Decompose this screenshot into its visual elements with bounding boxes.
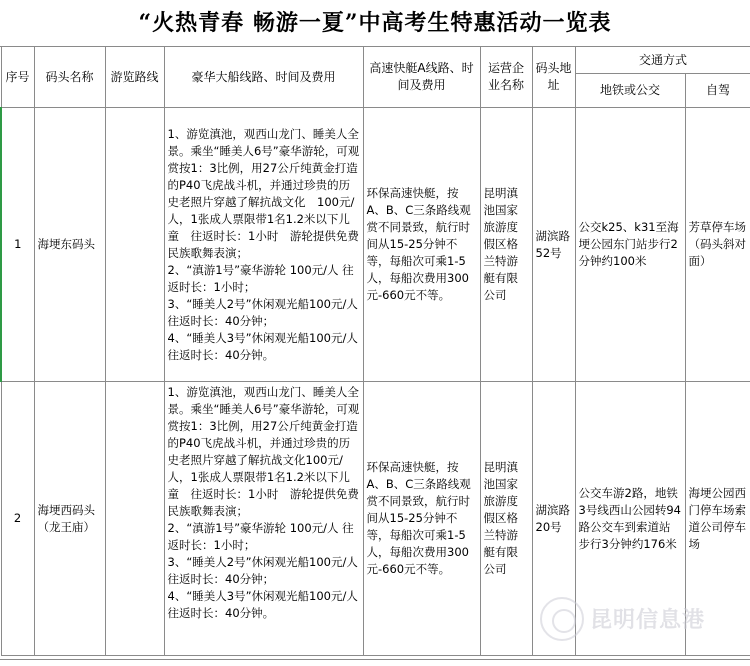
cell-address[interactable]: 湖滨路20号 <box>532 382 575 656</box>
cell-speedboat[interactable]: 环保高速快艇，按A、B、C三条路线观赏不同景致，航行时间从15-25分钟不等，每船次可乘1-5人，每船次费用300元-660元不等。 <box>363 108 480 382</box>
cell-cruise[interactable]: 1、游览滇池，观西山龙门、睡美人全景。乘坐“睡美人6号”豪华游轮，可观赏按1：3比例，用27公斤纯黄金打造的P40飞虎战斗机，并通过珍贵的历史老照片穿越了解抗战文化100元/人，1张成人票限带1名1.2米以下儿童 往返时长：1小时 游轮提供免费民族歌舞表演； 2、“滇游1号”豪华游轮 100元/人 往返时长：1小时； 3、“睡美人2号”休闲观光船100元/人 往返时长：40分钟； 4、“睡美人3号”休闲观光船100元/人 往返时长：40分钟。 <box>164 382 363 656</box>
cell-pier[interactable]: 海埂东码头 <box>34 108 105 382</box>
header-address[interactable]: 码头地址 <box>532 47 575 108</box>
table-title: “火热青春 畅游一夏”中高考生特惠活动一览表 <box>0 0 750 47</box>
cell-company[interactable]: 昆明滇池国家旅游度假区格兰特游艇有限公司 <box>480 108 532 382</box>
cell-no[interactable]: 1 <box>1 108 34 382</box>
header-speedboat[interactable]: 高速快艇A线路、时间及费用 <box>363 47 480 108</box>
header-metro[interactable]: 地铁或公交 <box>575 74 685 108</box>
cell-speedboat[interactable]: 环保高速快艇，按A、B、C三条路线观赏不同景致，航行时间从15-25分钟不等，每船次可乘1-5人，每船次费用300元-660元不等。 <box>363 382 480 656</box>
cell-metro[interactable]: 公交k25、k31至海埂公园东门站步行2分钟约100米 <box>575 108 685 382</box>
header-route[interactable]: 游览路线 <box>105 47 164 108</box>
next-row-edge <box>0 659 750 666</box>
header-cruise[interactable]: 豪华大船线路、时间及费用 <box>164 47 363 108</box>
cell-route[interactable] <box>105 108 164 382</box>
header-transport[interactable]: 交通方式 <box>575 47 750 74</box>
cell-address[interactable]: 湖滨路52号 <box>532 108 575 382</box>
cell-no[interactable]: 2 <box>1 382 34 656</box>
cell-cruise[interactable]: 1、游览滇池，观西山龙门、睡美人全景。乘坐“睡美人6号”豪华游轮，可观赏按1：3比例，用27公斤纯黄金打造的P40飞虎战斗机，并通过珍贵的历史老照片穿越了解抗战文化 100元/人，1张成人票限带1名1.2米以下儿童 往返时长：1小时 游轮提供免费民族歌舞表演； 2、“滇游1号”豪华游轮 100元/人 往返时长：1小时； 3、“睡美人2号”休闲观光船100元/人 往返时长：40分钟； 4、“睡美人3号”休闲观光船100元/人 往返时长：40分钟。 <box>164 108 363 382</box>
cell-company[interactable]: 昆明滇池国家旅游度假区格兰特游艇有限公司 <box>480 382 532 656</box>
activity-table <box>0 46 750 656</box>
watermark-text: 昆明信息港 <box>590 608 706 633</box>
header-pier[interactable]: 码头名称 <box>34 47 105 108</box>
header-row-1 <box>1 47 750 74</box>
watermark <box>540 597 750 639</box>
cell-route[interactable] <box>105 382 164 656</box>
table-row <box>1 108 750 382</box>
cell-pier[interactable]: 海埂西码头（龙王庙） <box>34 382 105 656</box>
header-drive[interactable]: 自驾 <box>685 74 750 108</box>
header-no[interactable]: 序号 <box>1 47 34 108</box>
header-company[interactable]: 运营企业名称 <box>480 47 532 108</box>
watermark-logo-icon <box>540 597 584 641</box>
cell-metro[interactable]: 公交车游2路，地铁3号线西山公园转94路公交车到索道站步行3分钟约176米 <box>575 382 685 656</box>
cell-drive[interactable]: 芳草停车场（码头斜对面） <box>685 108 750 382</box>
cell-drive[interactable]: 海埂公园西门停车场索道公司停车场 <box>685 382 750 656</box>
